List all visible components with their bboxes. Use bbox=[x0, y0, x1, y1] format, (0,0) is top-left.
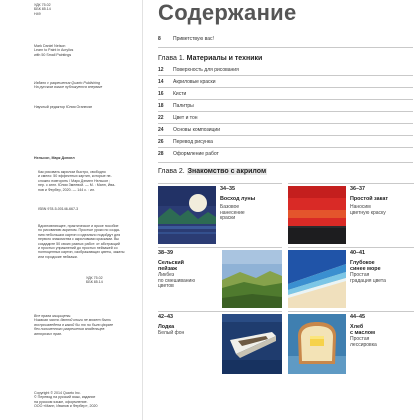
toc-item[interactable] bbox=[158, 127, 220, 133]
divider bbox=[158, 87, 413, 88]
tile-description: Базовое нанесение краски bbox=[220, 204, 245, 222]
moonrise-painting-icon bbox=[158, 186, 216, 244]
toc-item[interactable] bbox=[158, 151, 219, 157]
toc-page-number: 26 bbox=[158, 139, 164, 145]
toc-item-label: Оформление работ bbox=[173, 151, 219, 157]
toc-item-label: Палитры bbox=[173, 103, 194, 109]
thumbnail-bread-and-butter[interactable] bbox=[288, 314, 346, 374]
tile-pages: 44–45 bbox=[350, 314, 365, 320]
tile-divider bbox=[158, 311, 282, 312]
tile-divider bbox=[158, 247, 282, 248]
boat-painting-icon bbox=[222, 314, 282, 374]
toc-item[interactable] bbox=[158, 67, 239, 73]
toc-page-number: 12 bbox=[158, 67, 164, 73]
tile-description: Простая лессировка bbox=[350, 336, 377, 348]
toc-page-number: 16 bbox=[158, 91, 164, 97]
original-title-block: Mark Daniel Nelson Learn to Paint in Acrylics with 50 Small Paintings bbox=[34, 44, 74, 57]
toc-item-label: Основы композиции bbox=[173, 127, 220, 133]
toc-page-number: 18 bbox=[158, 103, 164, 109]
tile-pages: 42–43 bbox=[158, 314, 173, 320]
toc-page-number: 24 bbox=[158, 127, 164, 133]
tile-description: Простая градация цвета bbox=[350, 272, 386, 284]
tile-title: Хлеб с маслом bbox=[350, 324, 375, 336]
book-annotation: Вдохновляющее, практическое и яркое пособие по рисованию акрилом. Простые уроки по созда- нию небольших картин и идеально подойдут для первого знакомства с акриловыми красками. Вы создадите 50 своих разных работ: от абстракций и простых упражнений до простых пейзажей со полноценных картин, изображающих цветы, закаты или городские пейзажи. bbox=[38, 224, 125, 259]
tile-pages: 36–37 bbox=[350, 186, 365, 192]
editor-line: Научный редактор Юлия Оганесян bbox=[34, 105, 93, 109]
divider bbox=[158, 147, 413, 148]
toc-page-number: 22 bbox=[158, 115, 164, 121]
divider bbox=[158, 162, 413, 163]
tile-pages: 34–35 bbox=[220, 186, 235, 192]
table-of-contents bbox=[150, 0, 420, 420]
sea-painting-icon bbox=[288, 250, 346, 308]
sunset-painting-icon bbox=[288, 186, 346, 244]
author-line: Нельсон, Марк Дэниел bbox=[34, 156, 75, 160]
chapter-1-heading[interactable] bbox=[158, 55, 262, 62]
thumbnail-rural-landscape[interactable] bbox=[222, 250, 282, 308]
tile-title: Лодка bbox=[158, 324, 175, 330]
imprint-column bbox=[0, 0, 143, 420]
divider bbox=[158, 99, 413, 100]
tile-divider bbox=[288, 311, 414, 312]
tile-title: Глубокое синее море bbox=[350, 260, 381, 272]
page-title: Содержание bbox=[158, 0, 297, 25]
tile-pages: 40–41 bbox=[350, 250, 365, 256]
toc-item[interactable] bbox=[158, 91, 186, 97]
rights-notice: Все права защищены. Никакая часть данной книги не может быть воспроизведена в какой бы то ни было форме без письменного разрешения владельцев авторских прав. bbox=[34, 314, 113, 336]
toc-item-label: Поверхность для рисования bbox=[173, 67, 239, 73]
chapter-2-heading[interactable] bbox=[158, 168, 267, 175]
toc-item[interactable] bbox=[158, 79, 216, 85]
copyright-block: Copyright © 2014 Quarto Inc. © Перевод на русский язык, издание на русском языке, оформление. ООО «Манн, Иванов и Фербер», 2020 bbox=[34, 391, 98, 409]
tile-title: Сельский пейзаж bbox=[158, 260, 184, 272]
tile-description: Белый фон bbox=[158, 330, 185, 336]
divider bbox=[158, 111, 413, 112]
thumbnail-boat[interactable] bbox=[222, 314, 282, 374]
divider bbox=[158, 75, 413, 76]
bibliographic-description: Как рисовать акрилом быстро, свободно и смело: 50 эффектных картин, которые не- сложно повторить / Марк Дэниел Нельсон ; пер. с англ. Юлии Змеевой. — М. : Манн, Ива- нов и Фербер, 2020. — 144 с. : ил. bbox=[38, 170, 116, 192]
tile-description: Ликбез по смешиванию цветов bbox=[158, 272, 196, 290]
chapter-number: Глава 1. bbox=[158, 55, 185, 62]
toc-item[interactable] bbox=[158, 103, 194, 109]
tile-divider bbox=[288, 183, 414, 184]
tile-title: Простой закат bbox=[350, 196, 389, 202]
thumbnail-moonrise[interactable] bbox=[158, 186, 216, 244]
divider bbox=[158, 135, 413, 136]
tile-divider bbox=[158, 183, 282, 184]
toc-item-label: Акриловые краски bbox=[173, 79, 216, 85]
tile-title: Восход луны bbox=[220, 196, 256, 202]
toc-page-number: 28 bbox=[158, 151, 164, 157]
tile-description: Наносим цветную краску bbox=[350, 204, 386, 216]
chapter-number: Глава 2. bbox=[158, 168, 185, 175]
tile-divider bbox=[288, 247, 414, 248]
divider bbox=[158, 123, 413, 124]
toc-item-label: Перевод рисунка bbox=[173, 139, 213, 145]
toc-item-intro[interactable] bbox=[158, 36, 214, 42]
thumbnail-simple-sunset[interactable] bbox=[288, 186, 346, 244]
bread-painting-icon bbox=[288, 314, 346, 374]
chapter-title: Знакомство с акрилом bbox=[187, 168, 267, 175]
toc-item-label: Приветствую вас! bbox=[173, 36, 214, 42]
toc-item[interactable] bbox=[158, 115, 198, 121]
toc-item-label: Кисти bbox=[173, 91, 187, 97]
udk-block-top: УДК 75.02 ББК 85.14 Н49 bbox=[34, 3, 51, 16]
toc-item[interactable] bbox=[158, 139, 213, 145]
toc-item-label: Цвет и тон bbox=[173, 115, 198, 121]
toc-page-number: 14 bbox=[158, 79, 164, 85]
chapter-title: Материалы и техники bbox=[186, 55, 263, 62]
isbn-line: ISBN 978-5-00146-667-3 bbox=[38, 207, 79, 211]
landscape-painting-icon bbox=[222, 250, 282, 308]
thumbnail-deep-blue-sea[interactable] bbox=[288, 250, 346, 308]
udk-block-bottom: УДК 75.02 ББК 85.14 bbox=[86, 276, 103, 285]
toc-page-number: 8 bbox=[158, 36, 161, 42]
tile-pages: 38–39 bbox=[158, 250, 173, 256]
permission-block: Издано с разрешения Quarto Publishing На русском языке публикуется впервые bbox=[34, 81, 103, 90]
divider bbox=[158, 47, 413, 48]
